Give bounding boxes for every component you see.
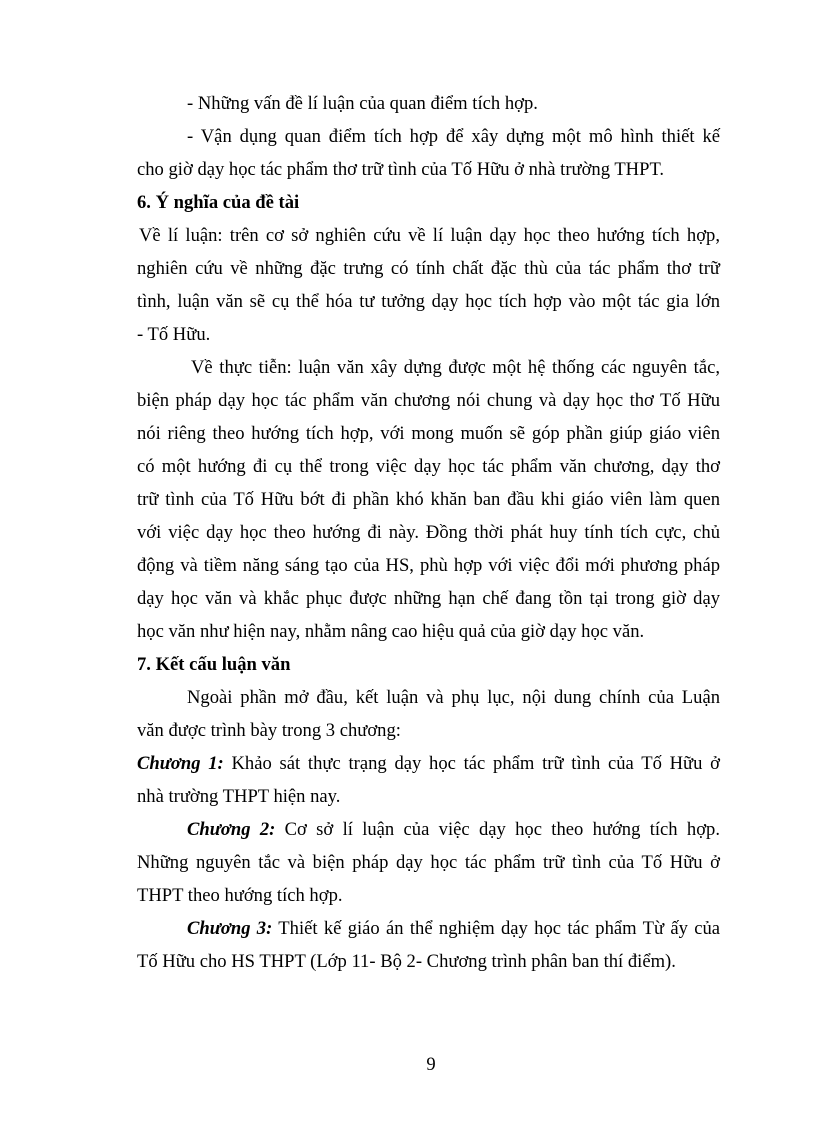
list-item-apply: - Vận dụng quan điểm tích hợp để xây dựng một mô hình thiết kế: [187, 126, 720, 147]
text-line: - Tố Hữu.: [137, 324, 211, 345]
chapter-1-text: Khảo sát thực trạng dạy học tác phẩm trữ tình của Tố Hữu ở: [223, 753, 721, 774]
chapter-1-label: Chương 1:: [137, 753, 224, 774]
text-line: nghiên cứu về những đặc trưng có tính chất đặc thù của tác phẩm thơ trữ: [137, 258, 720, 279]
chapter-2-line: [187, 818, 720, 842]
text-line: Ngoài phần mở đầu, kết luận và phụ lục, nội dung chính của Luận: [187, 687, 720, 708]
chapter-3-line: [187, 917, 720, 941]
text-line: Về thực tiễn: luận văn xây dựng được một hệ thống các nguyên tắc,: [191, 357, 720, 378]
text-line: động và tiềm năng sáng tạo của HS, phù hợp với việc đổi mới phương pháp: [137, 555, 720, 576]
text-line: trữ tình của Tố Hữu bớt đi phần khó khăn ban đầu khi giáo viên làm quen: [137, 489, 720, 510]
text-line: tình, luận văn sẽ cụ thể hóa tư tưởng dạy học tích hợp vào một tác gia lớn: [137, 291, 720, 312]
text-line: nhà trường THPT hiện nay.: [137, 786, 341, 807]
chapter-3-label: Chương 3:: [187, 918, 273, 939]
chapter-2-label: Chương 2:: [187, 819, 276, 840]
page-number: 9: [426, 1054, 436, 1075]
section-heading-7: 7. Kết cấu luận văn: [137, 654, 291, 675]
list-item-theory: - Những vấn đề lí luận của quan điểm tích hợp.: [187, 93, 538, 114]
chapter-3-text: Thiết kế giáo án thể nghiệm dạy học tác phẩm Từ ấy của: [272, 918, 721, 939]
text-line: Những nguyên tắc và biện pháp dạy học tác phẩm trữ tình của Tố Hữu ở: [137, 852, 720, 873]
text-line: học văn như hiện nay, nhằm nâng cao hiệu quả của giờ dạy học văn.: [137, 621, 645, 642]
text-line: dạy học văn và khắc phục được những hạn chế đang tồn tại trong giờ dạy: [137, 588, 720, 609]
text-line: văn được trình bày trong 3 chương:: [137, 720, 401, 741]
chapter-1-line: [137, 752, 720, 776]
chapter-2-text: Cơ sở lí luận của việc dạy học theo hướng tích hợp.: [275, 819, 720, 840]
text-line: Tố Hữu cho HS THPT (Lớp 11- Bộ 2- Chương trình phân ban thí điểm).: [137, 951, 676, 972]
section-heading-6: 6. Ý nghĩa của đề tài: [137, 192, 300, 213]
text-line: biện pháp dạy học tác phẩm văn chương nói chung và dạy học thơ Tố Hữu: [137, 390, 720, 411]
text-line: với việc dạy học theo hướng đi này. Đồng thời phát huy tính tích cực, chủ: [137, 522, 720, 543]
text-line: cho giờ dạy học tác phẩm thơ trữ tình của Tố Hữu ở nhà trường THPT.: [137, 159, 665, 180]
text-line: có một hướng đi cụ thể trong việc dạy học tác phẩm văn chương, dạy thơ: [137, 456, 720, 477]
text-line: nói riêng theo hướng tích hợp, với mong muốn sẽ góp phần giúp giáo viên: [137, 423, 720, 444]
text-line: Về lí luận: trên cơ sở nghiên cứu về lí luận dạy học theo hướng tích hợp,: [139, 225, 720, 246]
text-line: THPT theo hướng tích hợp.: [137, 885, 343, 906]
